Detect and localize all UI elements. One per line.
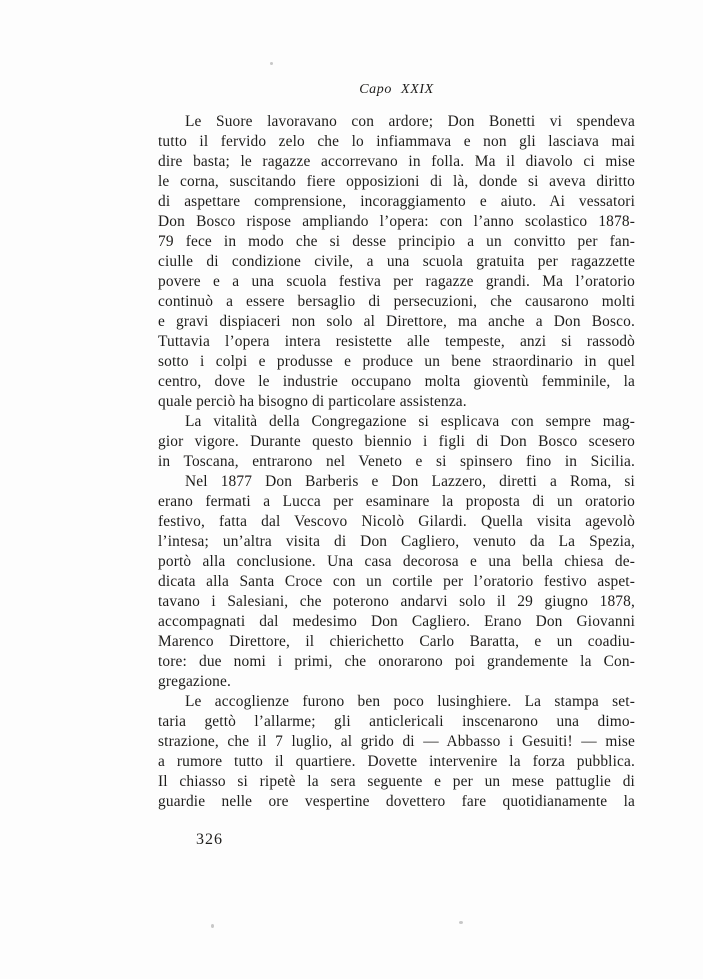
text-line: La vitalità della Congregazione si esplicava con sempre mag-: [185, 413, 635, 430]
text-line: taria gettò l’allarme; gli anticlericali inscenarono una dimo-: [158, 713, 635, 730]
text-line: quale perciò ha bisogno di particolare assistenza.: [158, 393, 467, 410]
text-line: di aspettare comprensione, incoraggiamento e aiuto. Ai vessatori: [158, 193, 635, 210]
text-line: continuò a essere bersaglio di persecuzioni, che causarono molti: [158, 293, 635, 310]
text-line: Tuttavia l’opera intera resistette alle tempeste, anzi si rassodò: [158, 333, 635, 350]
text-line: guardie nelle ore vespertine dovettero fare quotidianamente la: [158, 793, 635, 810]
text-line: gior vigore. Durante questo biennio i figli di Don Bosco scesero: [158, 433, 635, 450]
text-line: Marenco Direttore, il chierichetto Carlo Baratta, e un coadiu-: [158, 633, 635, 650]
text-line: gregazione.: [158, 673, 232, 690]
text-line: Don Bosco rispose ampliando l’opera: con l’anno scolastico 1878-: [158, 213, 635, 230]
text-line: centro, dove le industrie occupano molta gioventù femminile, la: [158, 373, 635, 390]
text-line: l’intesa; un’altra visita di Don Cagliero, venuto da La Spezia,: [158, 533, 635, 550]
text-line: tavano i Salesiani, che poterono andarvi solo il 29 giugno 1878,: [158, 593, 635, 610]
text-line: accompagnati dal medesimo Don Cagliero. Erano Don Giovanni: [158, 613, 635, 630]
text-line: povere e a una scuola festiva per ragazze grandi. Ma l’oratorio: [158, 273, 635, 290]
text-line: Le accoglienze furono ben poco lusinghiere. La stampa set-: [185, 693, 635, 710]
text-line: 79 fece in modo che si desse principio a un convitto per fan-: [158, 233, 635, 250]
running-head: Capo XXIX: [359, 82, 434, 97]
text-line: a rumore tutto il quartiere. Dovette intervenire la forza pubblica.: [158, 753, 635, 770]
scan-speck: [459, 921, 463, 924]
text-line: dicata alla Santa Croce con un cortile per l’oratorio festivo aspet-: [158, 573, 635, 590]
text-line: erano fermati a Lucca per esaminare la proposta di un oratorio: [158, 493, 635, 510]
scan-speck: [211, 924, 214, 928]
text-line: e gravi dispiaceri non solo al Direttore, ma anche a Don Bosco.: [158, 313, 635, 330]
text-line: Il chiasso si ripetè la sera seguente e per un mese pattuglie di: [158, 773, 635, 790]
text-block: [158, 112, 635, 812]
text-line: le corna, suscitando fiere opposizioni di là, donde si aveva diritto: [158, 173, 635, 190]
text-line: portò alla conclusione. Una casa decorosa e una bella chiesa de-: [158, 553, 635, 570]
text-line: festivo, fatta dal Vescovo Nicolò Gilardi. Quella visita agevolò: [158, 513, 635, 530]
page-number: 326: [196, 831, 223, 848]
text-line: ciulle di condizione civile, a una scuola gratuita per ragazzette: [158, 253, 635, 270]
scan-speck: [270, 62, 273, 65]
text-line: strazione, che il 7 luglio, al grido di — Abbasso i Gesuiti! — mise: [158, 733, 635, 750]
text-line: Nel 1877 Don Barberis e Don Lazzero, diretti a Roma, si: [185, 473, 635, 490]
text-line: in Toscana, entrarono nel Veneto e si spinsero fino in Sicilia.: [158, 453, 635, 470]
text-line: dire basta; le ragazze accorrevano in folla. Ma il diavolo ci mise: [158, 153, 635, 170]
text-line: Le Suore lavoravano con ardore; Don Bonetti vi spendeva: [185, 113, 635, 130]
text-line: sotto i colpi e produsse e produce un bene straordinario in quel: [158, 353, 635, 370]
text-line: tutto il fervido zelo che lo infiammava e non gli lasciava mai: [158, 133, 635, 150]
text-line: tore: due nomi i primi, che onorarono poi grandemente la Con-: [158, 653, 635, 670]
